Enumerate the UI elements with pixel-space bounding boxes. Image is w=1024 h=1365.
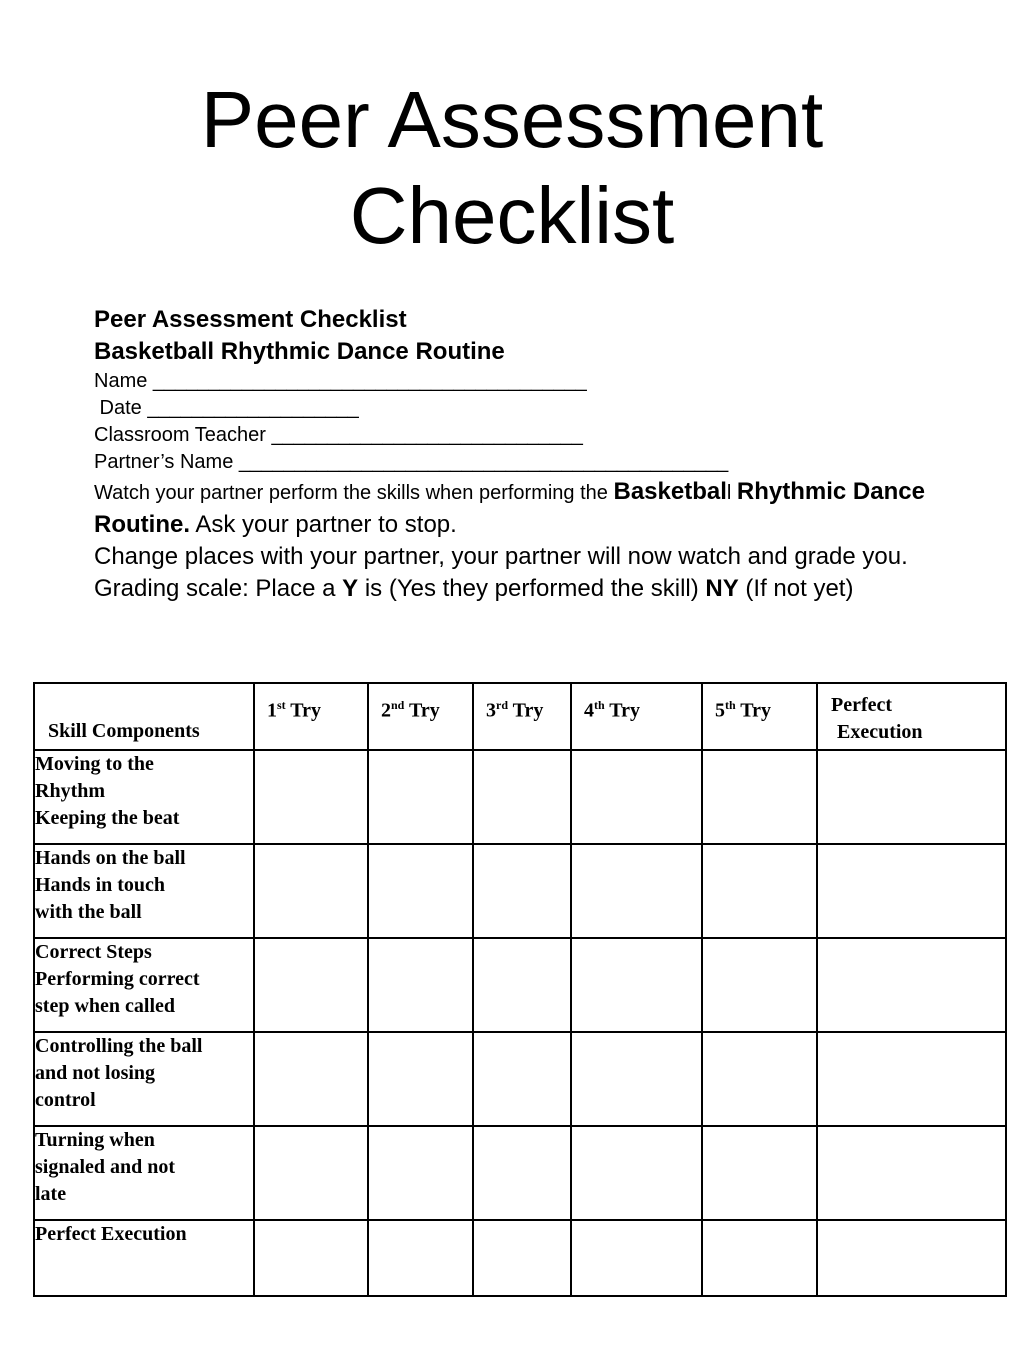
table-row [34, 1032, 1006, 1126]
perfect-execution-header [817, 683, 1006, 750]
try-2-cell[interactable] [368, 1032, 473, 1126]
intro-section [94, 304, 974, 605]
table-header-row [34, 683, 1006, 750]
try-4-header [571, 683, 702, 750]
name-field[interactable]: Name _______________________________________ [94, 370, 587, 392]
perfect-header-line-2: Execution [837, 721, 923, 743]
yes-meaning: is (Yes they performed the skill) [358, 575, 706, 602]
try-4-number: 4 [584, 699, 594, 722]
try-3-cell[interactable] [473, 1220, 571, 1296]
try-1-cell[interactable] [254, 1032, 368, 1126]
watch-text: Watch your partner perform the skills when performing the [94, 482, 614, 504]
skill-rows [34, 750, 1006, 1296]
assessment-table [33, 682, 1007, 1297]
try-3-suffix: rd [496, 698, 508, 712]
try-1-number: 1 [267, 699, 277, 722]
skill-line: Perfect Execution [35, 1223, 187, 1245]
try-2-cell[interactable] [368, 1220, 473, 1296]
skill-line: signaled and not [35, 1156, 176, 1178]
try-3-label: Try [508, 699, 544, 722]
skill-line: Hands in touch [35, 874, 166, 896]
try-5-cell[interactable] [702, 1032, 817, 1126]
try-2-cell[interactable] [368, 1126, 473, 1220]
try-1-header [254, 683, 368, 750]
try-5-cell[interactable] [702, 938, 817, 1032]
try-4-cell[interactable] [571, 1032, 702, 1126]
skill-line: Turning when [35, 1129, 155, 1151]
not-yet-code: NY [705, 575, 739, 602]
grading-scale [94, 573, 974, 605]
routine-name-c: Rhythmic Dance Routine. [94, 478, 925, 538]
grading-prefix: Grading scale: Place a [94, 575, 343, 602]
try-1-cell[interactable] [254, 750, 368, 844]
try-2-cell[interactable] [368, 750, 473, 844]
try-4-cell[interactable] [571, 1126, 702, 1220]
skill-components-header: Skill Components [34, 683, 254, 750]
skill-line: Rhythm [35, 780, 106, 802]
skill-component-cell [34, 750, 254, 844]
try-1-cell[interactable] [254, 938, 368, 1032]
try-4-cell[interactable] [571, 1220, 702, 1296]
page-title [0, 72, 1024, 264]
routine-name-a: Basketbal [613, 478, 727, 505]
date-field[interactable]: Date ___________________ [94, 397, 359, 419]
skill-component-cell [34, 938, 254, 1032]
skill-line: control [35, 1089, 96, 1111]
try-3-cell[interactable] [473, 938, 571, 1032]
skill-line: step when called [35, 995, 175, 1017]
try-3-cell[interactable] [473, 1126, 571, 1220]
try-5-cell[interactable] [702, 1220, 817, 1296]
checklist-heading: Peer Assessment Checklist [94, 306, 407, 333]
title-line-2: Checklist [349, 171, 675, 260]
try-5-number: 5 [715, 699, 725, 722]
skill-component-cell [34, 1220, 254, 1296]
try-5-header [702, 683, 817, 750]
try-3-cell[interactable] [473, 1032, 571, 1126]
perfect-execution-cell[interactable] [817, 844, 1006, 938]
ask-text: Ask your partner to stop. [190, 511, 457, 538]
skill-line: late [35, 1183, 67, 1205]
try-2-cell[interactable] [368, 938, 473, 1032]
routine-name-b: l [726, 482, 737, 504]
perfect-execution-cell[interactable] [817, 938, 1006, 1032]
yes-code: Y [342, 575, 359, 602]
try-2-label: Try [404, 699, 440, 722]
table-row [34, 1220, 1006, 1296]
try-1-cell[interactable] [254, 844, 368, 938]
try-2-number: 2 [381, 699, 391, 722]
skill-line: with the ball [35, 901, 142, 923]
try-4-cell[interactable] [571, 938, 702, 1032]
skill-line: Performing correct [35, 968, 200, 990]
routine-heading: Basketball Rhythmic Dance Routine [94, 338, 505, 365]
skill-component-cell [34, 1032, 254, 1126]
skill-line: Keeping the beat [35, 807, 180, 829]
table-row [34, 750, 1006, 844]
teacher-field[interactable]: Classroom Teacher ____________________________ [94, 424, 583, 446]
skill-line: Controlling the ball [35, 1035, 203, 1057]
table-row [34, 844, 1006, 938]
try-3-number: 3 [486, 699, 496, 722]
try-4-cell[interactable] [571, 844, 702, 938]
try-5-cell[interactable] [702, 750, 817, 844]
skill-line: Hands on the ball [35, 847, 186, 869]
try-1-label: Try [285, 699, 322, 722]
partner-name-field[interactable]: Partner’s Name ____________________________________________ [94, 451, 729, 473]
skill-component-cell [34, 1126, 254, 1220]
table-row [34, 1126, 1006, 1220]
perfect-execution-cell[interactable] [817, 1220, 1006, 1296]
skill-line: Correct Steps [35, 941, 152, 963]
try-1-suffix: st [277, 698, 286, 712]
try-2-cell[interactable] [368, 844, 473, 938]
watch-instruction [94, 476, 974, 541]
try-5-cell[interactable] [702, 844, 817, 938]
skill-line: Moving to the [35, 753, 154, 775]
try-2-suffix: nd [391, 698, 405, 712]
perfect-header-line-1: Perfect [831, 694, 893, 716]
not-yet-meaning: (If not yet) [738, 575, 854, 602]
try-5-label: Try [735, 699, 772, 722]
perfect-execution-cell[interactable] [817, 1126, 1006, 1220]
try-5-suffix: th [725, 698, 736, 712]
perfect-execution-cell[interactable] [817, 1032, 1006, 1126]
try-4-cell[interactable] [571, 750, 702, 844]
try-1-cell[interactable] [254, 1126, 368, 1220]
try-2-header [368, 683, 473, 750]
try-3-header [473, 683, 571, 750]
try-4-suffix: th [594, 698, 605, 712]
skill-line: and not losing [35, 1062, 156, 1084]
change-instruction: Change places with your partner, your partner will now watch and grade you. [94, 543, 908, 570]
try-5-cell[interactable] [702, 1126, 817, 1220]
try-4-label: Try [604, 699, 641, 722]
title-line-1: Peer Assessment [200, 75, 824, 164]
try-3-cell[interactable] [473, 750, 571, 844]
table-row [34, 938, 1006, 1032]
perfect-execution-cell[interactable] [817, 750, 1006, 844]
skill-component-cell [34, 844, 254, 938]
try-3-cell[interactable] [473, 844, 571, 938]
try-1-cell[interactable] [254, 1220, 368, 1296]
